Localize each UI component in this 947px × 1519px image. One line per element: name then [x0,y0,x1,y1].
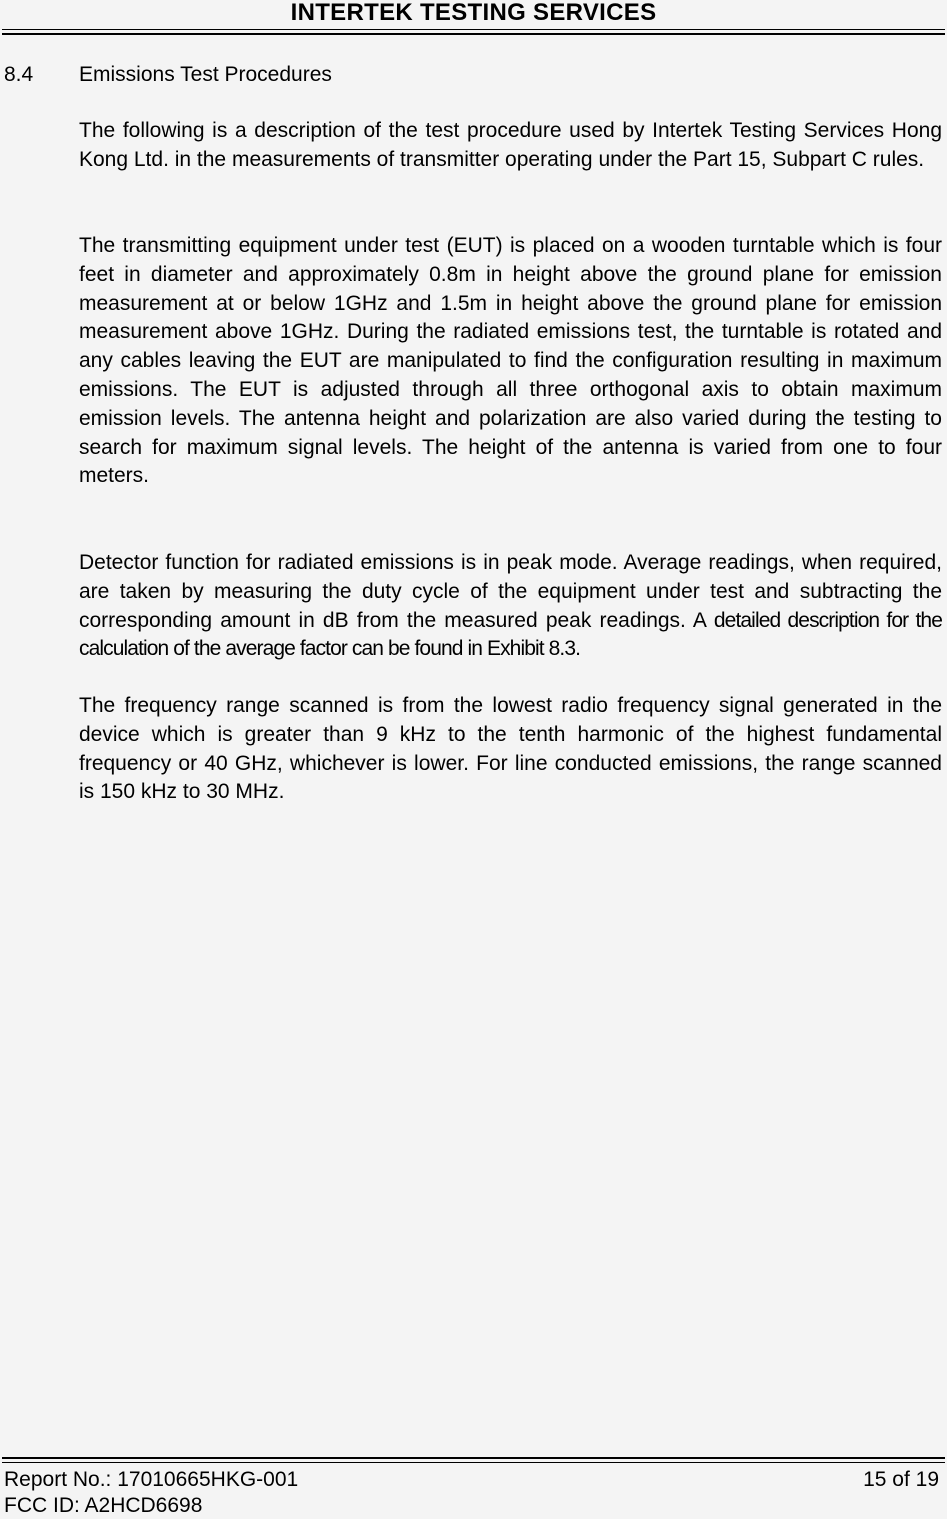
section-title: Emissions Test Procedures [79,63,332,86]
paragraph-test-setup: The transmitting equipment under test (EUT) is placed on a wooden turntable which is four feet in diameter and approximately 0.8m in height above the ground plane for emission measurement at or below 1GHz and 1.5m in height above the ground plane for emission measurement above 1GHz. During the radiated emissions test, the turntable is rotated and any cables leaving the EUT are manipulated to find the configuration resulting in maximum emissions. The EUT is adjusted through all three orthogonal axis to obtain maximum emission levels. The antenna height and polarization are also varied during the testing to search for maximum signal levels. The height of the antenna is varied from one to four meters. [79,234,942,488]
paragraph-frequency-range: The frequency range scanned is from the lowest radio frequency signal generated in the device which is greater than 9 kHz to the tenth harmonic of the highest fundamental frequency or 40 GHz, whichever is lower. For line conducted emissions, the range scanned is 150 kHz to 30 MHz. [79,694,942,804]
paragraph-intro: The following is a description of the test procedure used by Intertek Testing Services Hong Kong Ltd. in the measurements of transmitter operating under the Part 15, Subpart C rules. [79,119,942,171]
header-rule-thin [2,29,945,30]
page-number: 15 of 19 [863,1468,939,1491]
paragraph-detector-text: Detector function for radiated emissions is in peak mode. Average readings, when required, are taken by measuring the duty cycle of the equipment under test and subtracting the corresponding amount in dB from the measured peak readings. A [79,551,942,632]
footer-rule-thick [2,1457,945,1459]
footer-left [4,1467,298,1519]
report-number: Report No.: 17010665HKG-001 [4,1468,299,1491]
section-heading [4,62,332,88]
fcc-id: FCC ID: A2HCD6698 [4,1494,203,1517]
paragraph-detector-function [79,549,942,664]
paragraph-detector-reference: detailed description for the calculation of the average factor can be found in Exhibit 8.3. [79,608,942,661]
header-rule-thick [2,33,945,35]
page-header-title: INTERTEK TESTING SERVICES [290,0,657,26]
footer-rule-thin [2,1462,945,1463]
section-number: 8.4 [4,63,34,86]
